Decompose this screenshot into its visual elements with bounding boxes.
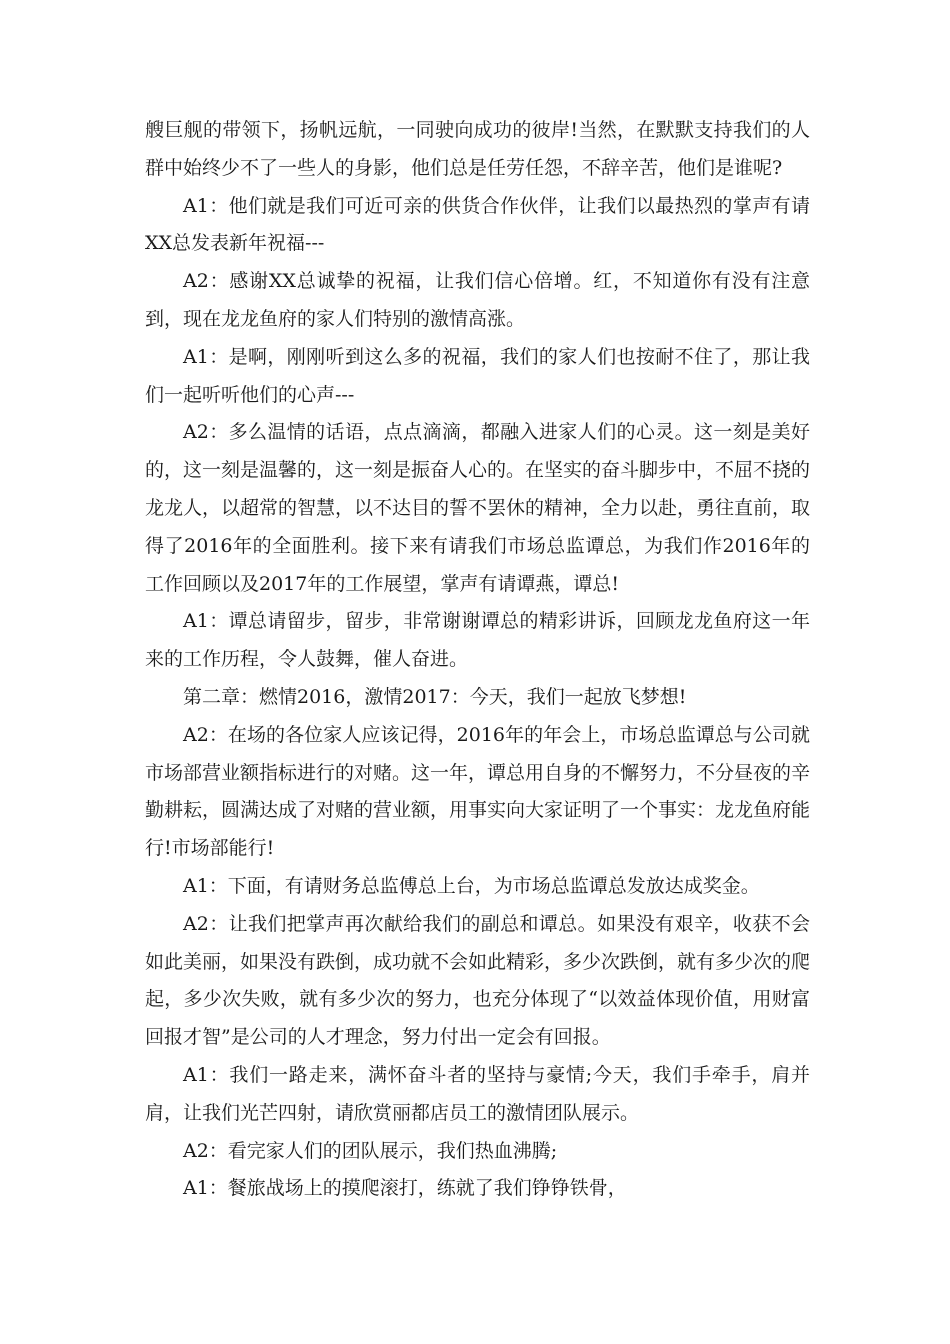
chapter-two-heading: 第二章：燃情2016，激情2017：今天，我们一起放飞梦想! xyxy=(183,685,687,708)
paragraph-a2-excited: A2：看完家人们的团队展示，我们热血沸腾; xyxy=(183,1139,558,1162)
paragraph-continuation: 艘巨舰的带领下，扬帆远航，一同驶向成功的彼岸!当然，在默默支持我们的人群中始终少不了一些人的身影，他们总是任劳任怨，不辞辛苦，他们是谁呢? xyxy=(145,119,810,179)
paragraph-a1-team-show: A1：我们一路走来，满怀奋斗者的坚持与豪情;今天，我们手牵手，肩并肩，让我们光芒四射，请欣赏丽都店员工的激情团队展示。 xyxy=(145,1063,810,1124)
paragraph-a2-applause: A2：让我们把掌声再次献给我们的副总和谭总。如果没有艰辛，收获不会如此美丽，如果没有跌倒，成功就不会如此精彩，多少次跌倒，就有多少次的爬起，多少次失败，就有多少次的努力，也充分体现了“以效益体现价值，用财富回报才智”是公司的人才理念，努力付出一定会有回报。 xyxy=(145,912,811,1049)
paragraph-a2-review: A2：多么温情的话语，点点滴滴，都融入进家人们的心灵。这一刻是美好的，这一刻是温馨的，这一刻是振奋人心的。在坚实的奋斗脚步中，不屈不挠的龙龙人，以超常的智慧，以不达目的誓不罢休的精神，全力以赴，勇往直前，取得了2016年的全面胜利。接下来有请我们市场总监谭总，为我们作2016年的工作回顾以及2017年的工作展望，掌声有请谭燕，谭总! xyxy=(145,421,811,595)
paragraph-a1-battlefield: A1：餐旅战场上的摸爬滚打，练就了我们铮铮铁骨， xyxy=(183,1177,627,1200)
paragraph-a2-thanks: A2：感谢XX总诚挚的祝福，让我们信心倍增。红，不知道你有没有注意到，现在龙龙鱼府的家人们特别的激情高涨。 xyxy=(145,270,810,330)
paragraph-a1-family-voices: A1：是啊，刚刚听到这么多的祝福，我们的家人们也按耐不住了，那让我们一起听听他们的心声--- xyxy=(145,345,810,406)
paragraph-a1-bonus: A1：下面，有请财务总监傅总上台，为市场总监谭总发放达成奖金。 xyxy=(183,874,760,897)
paragraph-a1-suppliers: A1：他们就是我们可近可亲的供货合作伙伴，让我们以最热烈的掌声有请XX总发表新年祝福--- xyxy=(145,194,810,255)
document-body xyxy=(145,112,810,1208)
paragraph-a2-bet: A2：在场的各位家人应该记得，2016年的年会上，市场总监谭总与公司就市场部营业额指标进行的对赌。这一年，谭总用自身的不懈努力，不分昼夜的辛勤耕耘，圆满达成了对赌的营业额，用事实向大家证明了一个事实：龙龙鱼府能行!市场部能行! xyxy=(145,723,811,860)
paragraph-a1-thanks-tan: A1：谭总请留步，留步，非常谢谢谭总的精彩讲诉，回顾龙龙鱼府这一年来的工作历程，令人鼓舞，催人奋进。 xyxy=(145,610,810,671)
